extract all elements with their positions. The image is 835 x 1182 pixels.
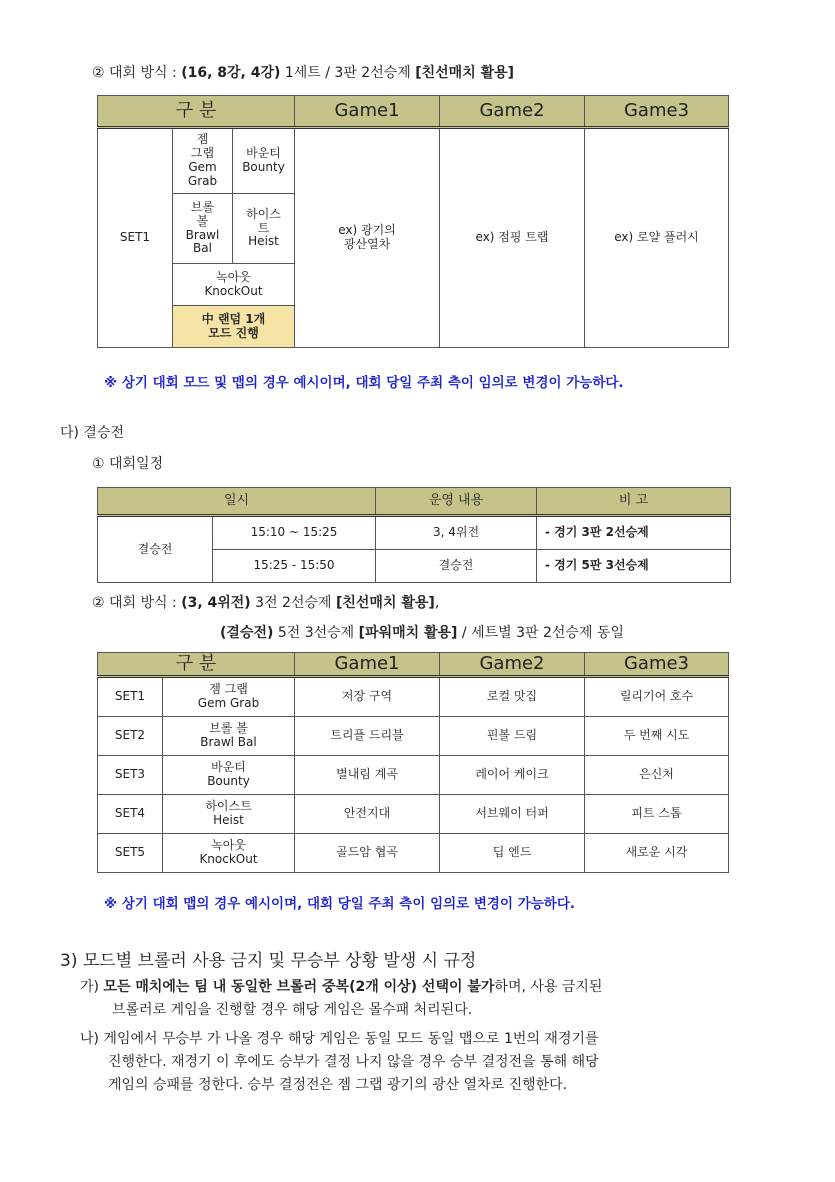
set-cell: SET1 [98, 677, 163, 717]
game2-cell: 로컬 맛집 [440, 677, 585, 717]
circled-number: ② [92, 65, 105, 81]
format-text: , [434, 595, 440, 611]
rules-heading: 3) 모드별 브롤러 사용 금지 및 무승부 상황 발생 시 규정 [60, 951, 477, 971]
header-game2: Game2 [440, 653, 585, 677]
time-cell: 15:10 ~ 15:25 [213, 516, 376, 550]
header-game3: Game3 [585, 96, 729, 128]
mode-text: 하이스 [246, 206, 281, 221]
header-game1: Game1 [295, 653, 440, 677]
mode-text: 볼 [196, 213, 209, 228]
format-text: 5전 3선승제 [273, 625, 359, 641]
mode-text: 녹아웃 [211, 838, 246, 853]
mode-cell [163, 677, 295, 717]
mode-cell [233, 194, 295, 264]
table-header-row [98, 96, 729, 128]
rule-a-line1 [80, 976, 740, 999]
game2-cell: 서브웨이 터퍼 [440, 795, 585, 834]
final-heading: 다) 결승전 [60, 425, 125, 441]
mode-text: Gem [188, 160, 217, 174]
game2-cell: ex) 점핑 트랩 [440, 128, 585, 348]
random-mode-cell [173, 306, 295, 348]
mode-text: Heist [213, 813, 244, 827]
format-text: 3전 2선승제 [250, 595, 336, 611]
mode-text: Brawl [185, 227, 220, 242]
game3-cell: 두 번째 시도 [585, 717, 729, 756]
game3-cell: ex) 로얄 플러시 [585, 128, 729, 348]
table-row [98, 128, 729, 194]
rule-text: 하며, 사용 금지된 [494, 979, 603, 995]
random-text: 中 랜덤 1개 [201, 311, 266, 326]
rule-label: 가) [80, 979, 104, 995]
mode-text: 트 [257, 220, 270, 235]
table-row [98, 677, 729, 717]
mode-text: Bal [193, 241, 212, 256]
mode-cell [233, 128, 295, 194]
stage-cell: 결승전 [98, 516, 213, 583]
format-bold: (결승전) [220, 625, 274, 641]
mode-text: 녹아웃 [216, 269, 251, 284]
time-cell: 15:25 - 15:50 [213, 550, 376, 583]
header-category: 구 분 [98, 653, 295, 677]
table-header-row [98, 488, 731, 516]
game1-text: ex) 광기의 [338, 223, 396, 238]
remark-cell: - 경기 3판 2선승제 [537, 516, 731, 550]
final-format-line-1 [92, 592, 439, 612]
mode-text: KnockOut [199, 852, 258, 866]
game1-cell: 저장 구역 [295, 677, 440, 717]
format-bold: [친선매치 활용] [335, 595, 435, 611]
game3-cell: 릴리기어 호수 [585, 677, 729, 717]
format-text: / 세트별 3판 2선승제 동일 [457, 625, 624, 641]
mode-text: 바운티 [211, 760, 246, 775]
mode-cell [163, 795, 295, 834]
knockout-cell [173, 264, 295, 306]
set-cell: SET4 [98, 795, 163, 834]
mode-table [97, 95, 729, 348]
schedule-table [97, 487, 731, 583]
mode-text: 하이스트 [205, 799, 252, 814]
header-datetime: 일시 [98, 488, 376, 516]
schedule-title: ① 대회일정 [92, 456, 164, 472]
header-game1: Game1 [295, 96, 440, 128]
rule-a [80, 976, 740, 1022]
set-cell: SET2 [98, 717, 163, 756]
format-label: 대회 방식 : [104, 595, 182, 611]
format-bold: [파워매치 활용] [358, 625, 458, 641]
table-header-row [98, 653, 729, 677]
header-remark: 비 고 [537, 488, 731, 516]
table-row [98, 756, 729, 795]
content-cell: 결승전 [376, 550, 537, 583]
game3-cell: 새로운 시각 [585, 834, 729, 873]
final-format-line-2 [220, 622, 624, 642]
game3-cell: 은신처 [585, 756, 729, 795]
game1-cell: 트리플 드리블 [295, 717, 440, 756]
note-1: ※ 상기 대회 모드 및 맵의 경우 예시이며, 대회 당일 주최 측이 임의로 변경이 가능하다. [104, 375, 624, 391]
mode-text: 바운티 [246, 146, 281, 161]
mode-cell [163, 717, 295, 756]
format-label: 대회 방식 : [104, 65, 182, 81]
game1-cell: 골드암 협곡 [295, 834, 440, 873]
header-game2: Game2 [440, 96, 585, 128]
game1-cell: 별내림 계곡 [295, 756, 440, 795]
mode-text: Gem Grab [197, 696, 260, 710]
mode-text: 브롤 볼 [209, 721, 248, 736]
set-cell: SET3 [98, 756, 163, 795]
header-content: 운영 내용 [376, 488, 537, 516]
table-row [98, 834, 729, 873]
header-category: 구 분 [98, 96, 295, 128]
mode-text: Grab [187, 173, 218, 188]
mode-cell [163, 834, 295, 873]
final-map-table [97, 652, 729, 873]
set-cell: SET5 [98, 834, 163, 873]
note-2: ※ 상기 대회 맵의 경우 예시이며, 대회 당일 주최 측이 임의로 변경이 가능하다. [104, 896, 576, 912]
mode-text: Bounty [207, 774, 250, 788]
remark-cell: - 경기 5판 3선승제 [537, 550, 731, 583]
rule-b [80, 1028, 740, 1097]
mode-text: 브롤 [190, 199, 215, 214]
table-row [98, 795, 729, 834]
game3-cell: 피트 스톱 [585, 795, 729, 834]
header-game3: Game3 [585, 653, 729, 677]
format-match: [친선매치 활용] [415, 65, 515, 81]
format-line-1 [92, 62, 514, 82]
rule-b-line3: 게임의 승패를 정한다. 승부 결정전은 젬 그랩 광기의 광산 열차로 진행한다. [108, 1077, 568, 1093]
format-sets: 1세트 / 3판 2선승제 [280, 65, 416, 81]
rule-a-line2: 브롤러로 게임을 진행할 경우 해당 게임은 몰수패 처리된다. [112, 1002, 473, 1018]
mode-text: 젬 [196, 132, 209, 147]
mode-cell [173, 128, 233, 194]
format-rounds: (16, 8강, 4강) [181, 65, 281, 81]
mode-text: Brawl Bal [200, 735, 257, 749]
game2-cell: 딥 엔드 [440, 834, 585, 873]
rule-bold: 모든 매치에는 팀 내 동일한 브롤러 중복(2개 이상) 선택이 불가 [103, 979, 495, 995]
mode-text: Bounty [242, 160, 285, 174]
format-bold: (3, 4위전) [181, 595, 251, 611]
random-text: 모드 진행 [208, 325, 259, 340]
content-cell: 3, 4위전 [376, 516, 537, 550]
mode-cell [163, 756, 295, 795]
set-label: SET1 [98, 128, 173, 348]
mode-cell [173, 194, 233, 264]
rule-b-line2: 진행한다. 재경기 이 후에도 승부가 결정 나지 않을 경우 승부 결정전을 통해 해당 [108, 1054, 599, 1070]
game2-cell: 핀볼 드림 [440, 717, 585, 756]
table-row [98, 717, 729, 756]
circled-number: ② [92, 595, 105, 611]
mode-text: KnockOut [204, 283, 263, 298]
rule-b-line1: 나) 게임에서 무승부 가 나올 경우 해당 게임은 동일 모드 동일 맵으로 1번의 재경기를 [80, 1031, 599, 1047]
game2-cell: 레이어 케이크 [440, 756, 585, 795]
game1-text: 광산열차 [343, 237, 391, 251]
mode-text: 그랩 [190, 146, 215, 161]
table-row [98, 516, 731, 550]
mode-text: Heist [248, 234, 279, 249]
mode-text: 젬 그랩 [209, 682, 248, 697]
game1-cell [295, 128, 440, 348]
game1-cell: 안전지대 [295, 795, 440, 834]
